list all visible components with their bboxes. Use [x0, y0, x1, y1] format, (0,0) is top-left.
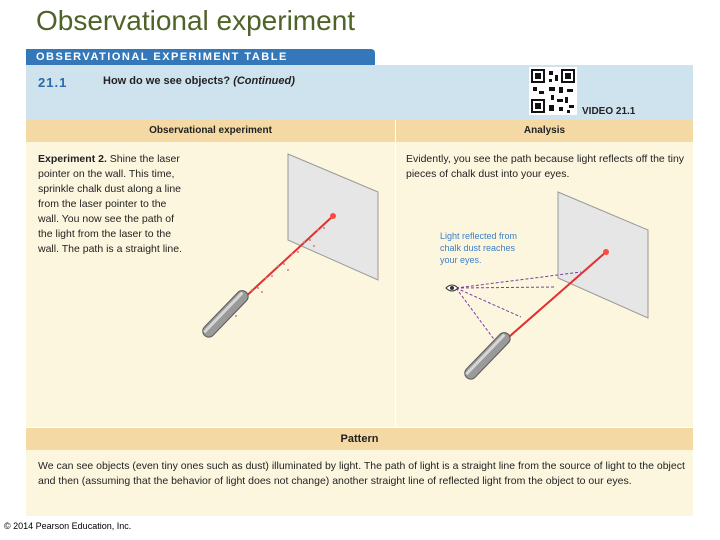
pattern-text: We can see objects (even tiny ones such as dust) illuminated by light. The path of light is a straight line from the source of light to the object and then (assuming that the behavior of light does not change) another straight line of reflected light from the object to our eyes. — [38, 460, 685, 487]
laser-pointer — [200, 288, 250, 339]
table-header: OBSERVATIONAL EXPERIMENT TABLE — [26, 49, 375, 65]
reflection-illustration — [396, 142, 693, 427]
column-header-analysis: Analysis — [396, 120, 693, 142]
copyright-notice: © 2014 Pearson Education, Inc. — [4, 521, 132, 531]
reflection-annotation: Light reflected from chalk dust reaches your eyes. — [440, 231, 518, 265]
analysis-cell — [396, 142, 693, 427]
pattern-cell — [26, 450, 693, 516]
slide-title: Observational experiment — [36, 5, 356, 36]
table-number: 21.1 — [38, 75, 68, 90]
laser-spot — [603, 249, 609, 255]
experiment-cell — [26, 142, 395, 427]
table-id-band — [26, 65, 693, 120]
reflected-rays — [456, 272, 581, 342]
laser-pointer — [462, 330, 512, 381]
analysis-description: Evidently, you see the path because light reflects off the tiny pieces of chalk dust into your eyes. — [406, 153, 685, 180]
pattern-header: Pattern — [26, 428, 693, 450]
laser-spot — [330, 213, 336, 219]
laser-wall-illustration — [26, 142, 395, 427]
experiment-description: Experiment 2. Shine the laser pointer on the wall. This time, sprinkle chalk dust along a line from the laser pointer to the wall. You now see the path of the light from the laser to the wall. The path is a straight line. — [38, 153, 182, 255]
qr-code-icon[interactable] — [529, 67, 577, 115]
table-title: How do we see objects? (Continued) — [103, 75, 295, 87]
eye-icon — [446, 285, 458, 291]
column-header-experiment: Observational experiment — [26, 120, 395, 142]
video-label[interactable]: VIDEO 21.1 — [582, 106, 636, 117]
